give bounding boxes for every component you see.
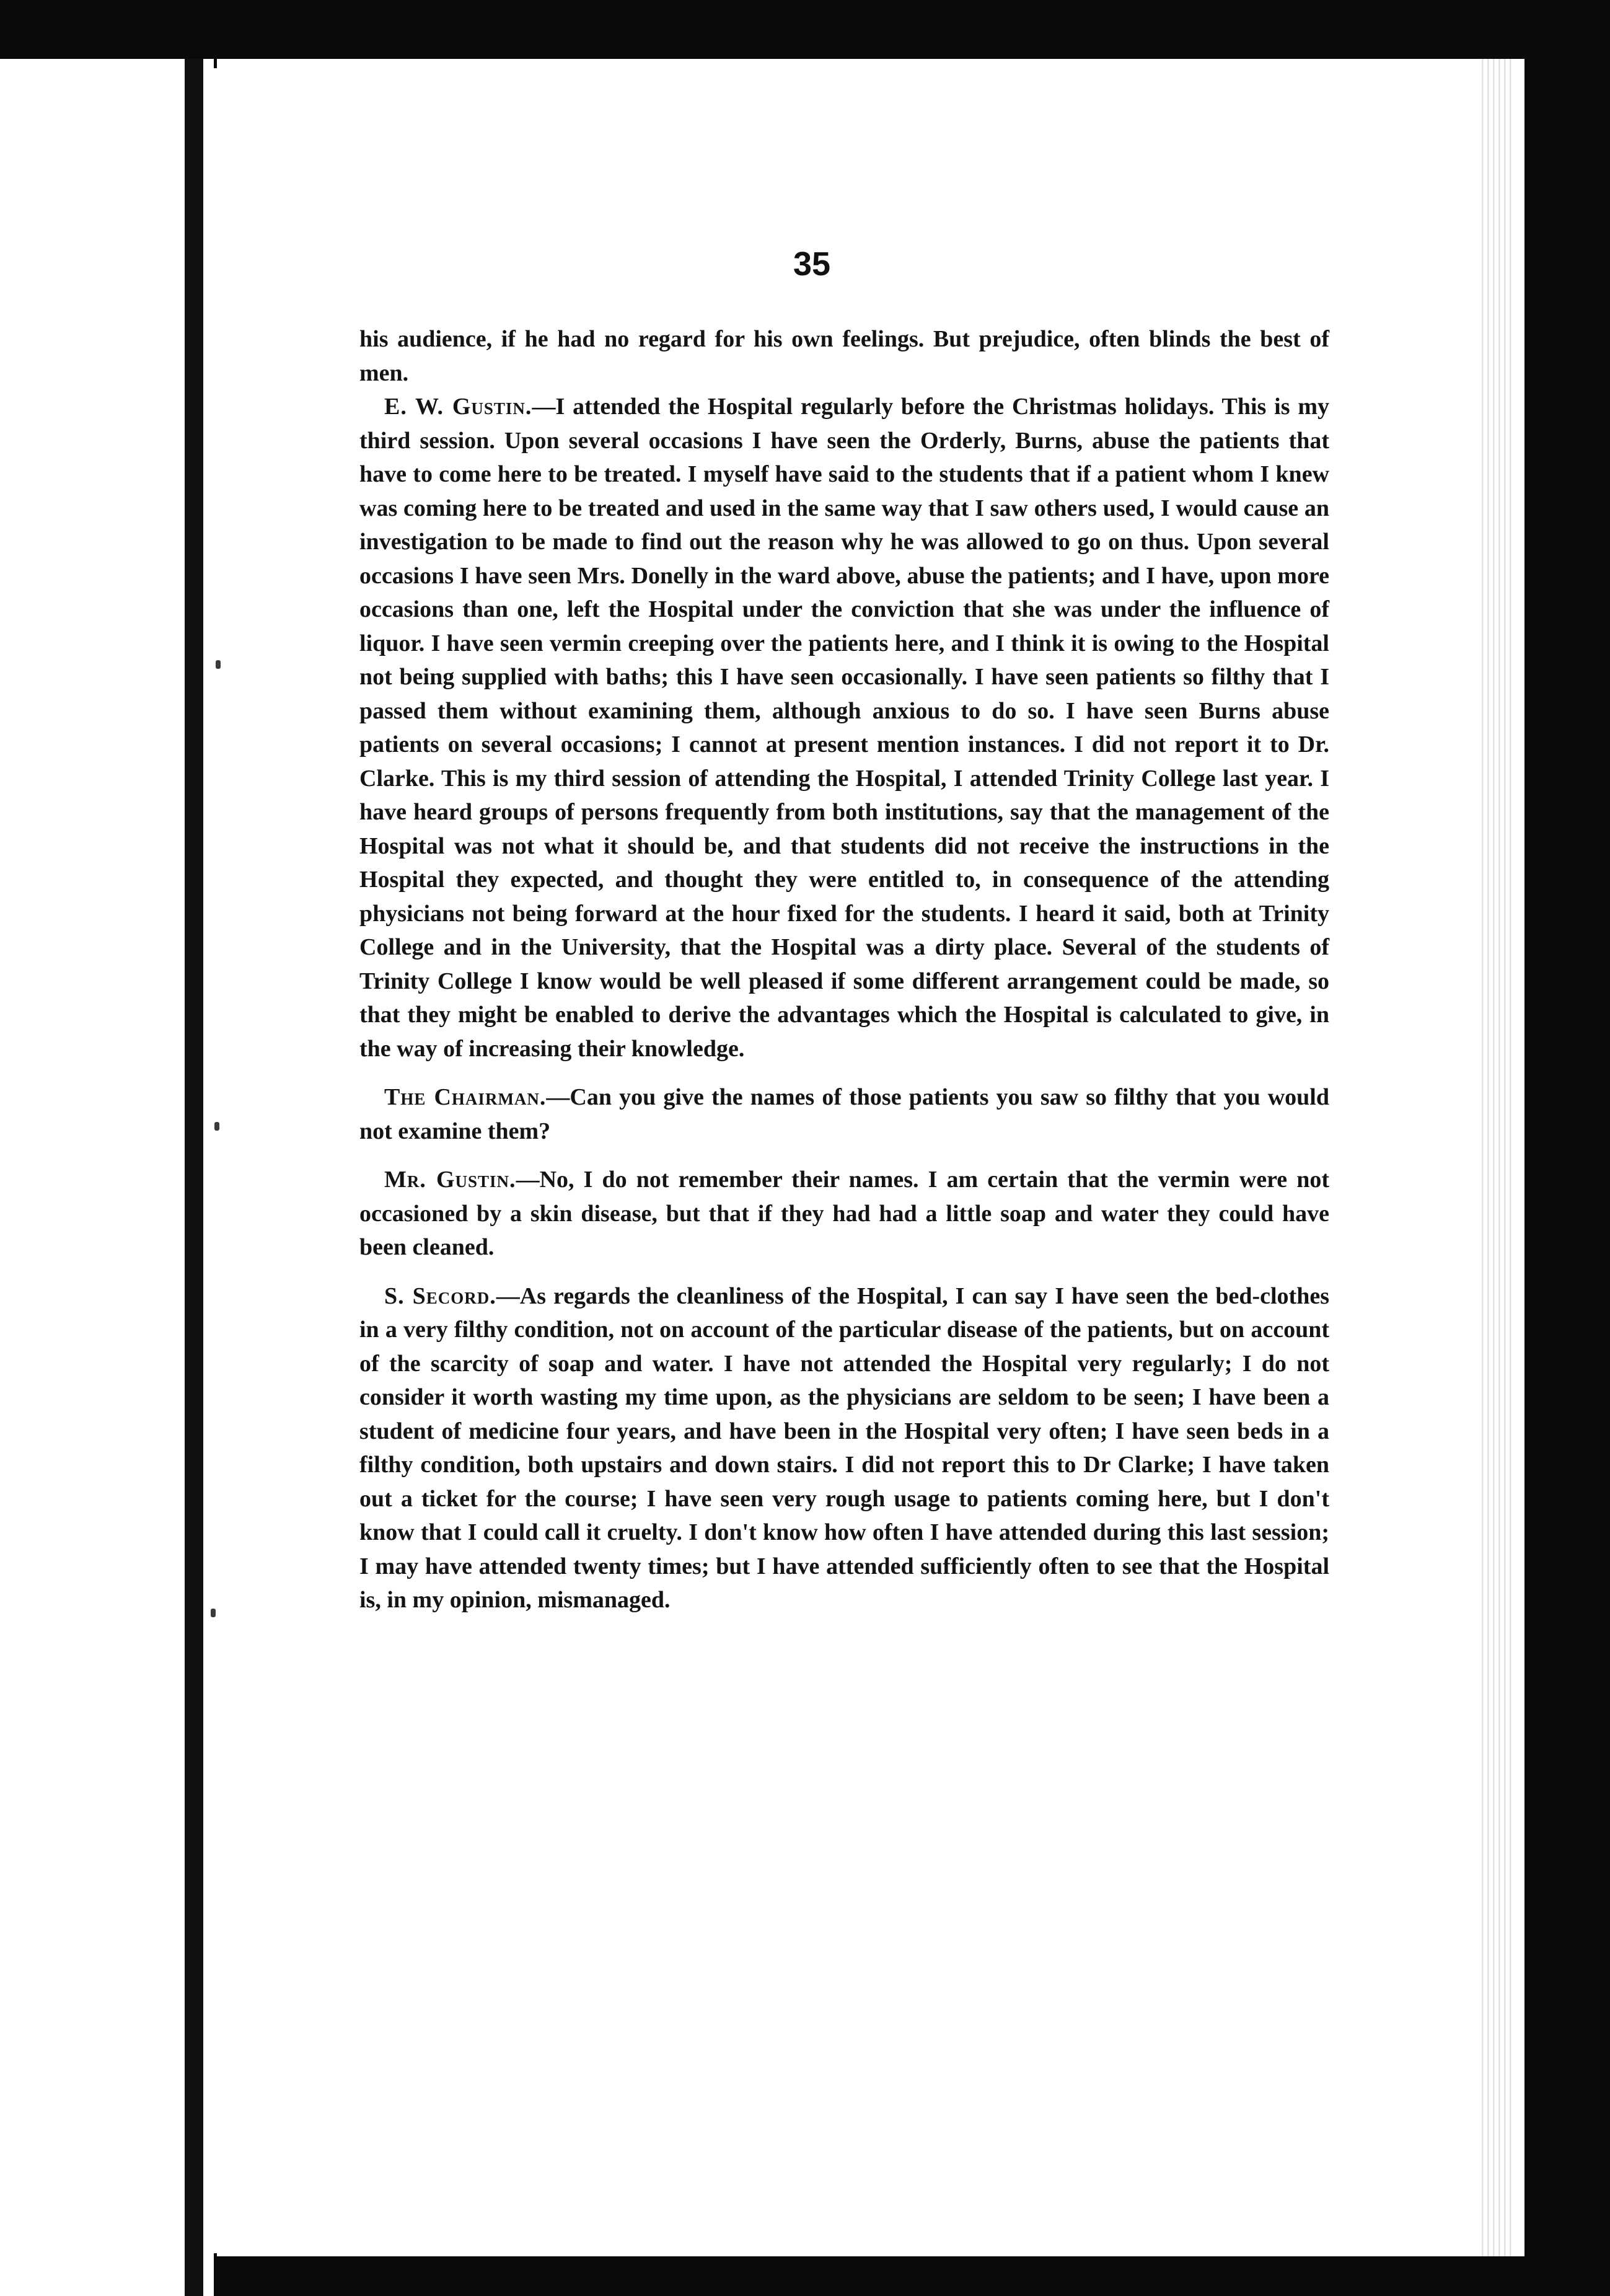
scan-border-top bbox=[0, 0, 1610, 68]
book-spine bbox=[185, 59, 203, 2296]
speaker-name: Mr. Gustin. bbox=[384, 1167, 516, 1193]
margin-mark bbox=[211, 1609, 216, 1617]
margin-mark bbox=[214, 1122, 219, 1131]
scan-border-corner bbox=[0, 0, 214, 59]
paragraph bbox=[359, 322, 1329, 390]
page-number: 35 bbox=[793, 245, 831, 283]
paragraph-text: —I attended the Hospital regularly before the Christmas holidays. This is my third session. Upon several occasions I have seen the Orderly, Burns, abuse the patients that have to come here to be treated. I myself have said to the students that if a patient whom I knew was coming here to be treated and used in the same way that I saw others used, I would cause an investigation to be made to find out the reason why he was allowed to go on thus. Upon several occasions I have seen Mrs. Donelly in the ward above, abuse the patients; and I have, upon more occasions than one, left the Hospital under the conviction that she was under the influence of liquor. I have seen vermin creeping over the patients here, and I think it is owing to the Hospital not being supplied with baths; this I have seen occasionally. I have seen patients so filthy that I passed them without examining them, although anxious to do so. I have seen Burns abuse patients on several occasions; I cannot at present mention instances. I did not report it to Dr. Clarke. This is my third session of attending the Hospital, I attended Trinity College last year. I have heard groups of persons frequently from both institutions, say that the management of the Hospital was not what it should be, and that students did not receive the instructions in the Hospital they expected, and thought they were entitled to, in consequence of the attending physicians not being forward at the hour fixed for the students. I heard it said, both at Trinity College and in the University, that the Hospital was a dirty place. Several of the students of Trinity College I know would be well pleased if some different arrangement could be made, so that they might be enabled to derive the advantages which the Hospital is calculated to give, in the way of increasing their knowledge. bbox=[359, 394, 1329, 1062]
page-edges bbox=[1478, 59, 1515, 2256]
margin-mark bbox=[216, 660, 221, 669]
facing-page-margin bbox=[0, 0, 214, 2296]
speaker-name: The Chairman. bbox=[384, 1084, 547, 1110]
speaker-name: E. W. Gustin. bbox=[384, 394, 532, 420]
speaker-name: S. Secord. bbox=[384, 1283, 496, 1309]
paragraph bbox=[359, 1163, 1329, 1265]
paragraph-text: —As regards the cleanliness of the Hospital, I can say I have seen the bed-clothes in a very filthy condition, not on account of the particular disease of the patients, but on account of the scarcity of soap and water. I have not attended the Hospital very regularly; I do not consider it worth wasting my time upon, as the physicians are seldom to be seen; I have been a student of medicine four years, and have been in the Hospital very often; I have seen beds in a filthy condition, both upstairs and down stairs. I did not report this to Dr Clarke; I have taken out a ticket for the course; I have seen very rough usage to patients coming here, but I don't know that I could call it cruelty. I don't know how often I have attended during this last session; I may have attended twenty times; but I have attended sufficiently often to see that the Hospital is, in my opinion, mismanaged. bbox=[359, 1283, 1329, 1613]
scan-border-right bbox=[1512, 0, 1610, 2296]
paragraph-text: —Can you give the names of those patients you saw so filthy that you would not examine them? bbox=[359, 1084, 1329, 1144]
paragraph-text: —No, I do not remember their names. I am certain that the vermin were not occasioned by a skin disease, but that if they had had a little soap and water they could have been cleaned. bbox=[359, 1167, 1330, 1260]
document-body bbox=[359, 322, 1329, 1617]
paragraph bbox=[359, 390, 1329, 1066]
paragraph bbox=[359, 1279, 1329, 1617]
paragraph-text: his audience, if he had no regard for his own feelings. But prejudice, often blinds the best of men. bbox=[359, 326, 1329, 386]
paragraph bbox=[359, 1080, 1329, 1148]
scan-border-bottom bbox=[0, 2253, 1610, 2296]
